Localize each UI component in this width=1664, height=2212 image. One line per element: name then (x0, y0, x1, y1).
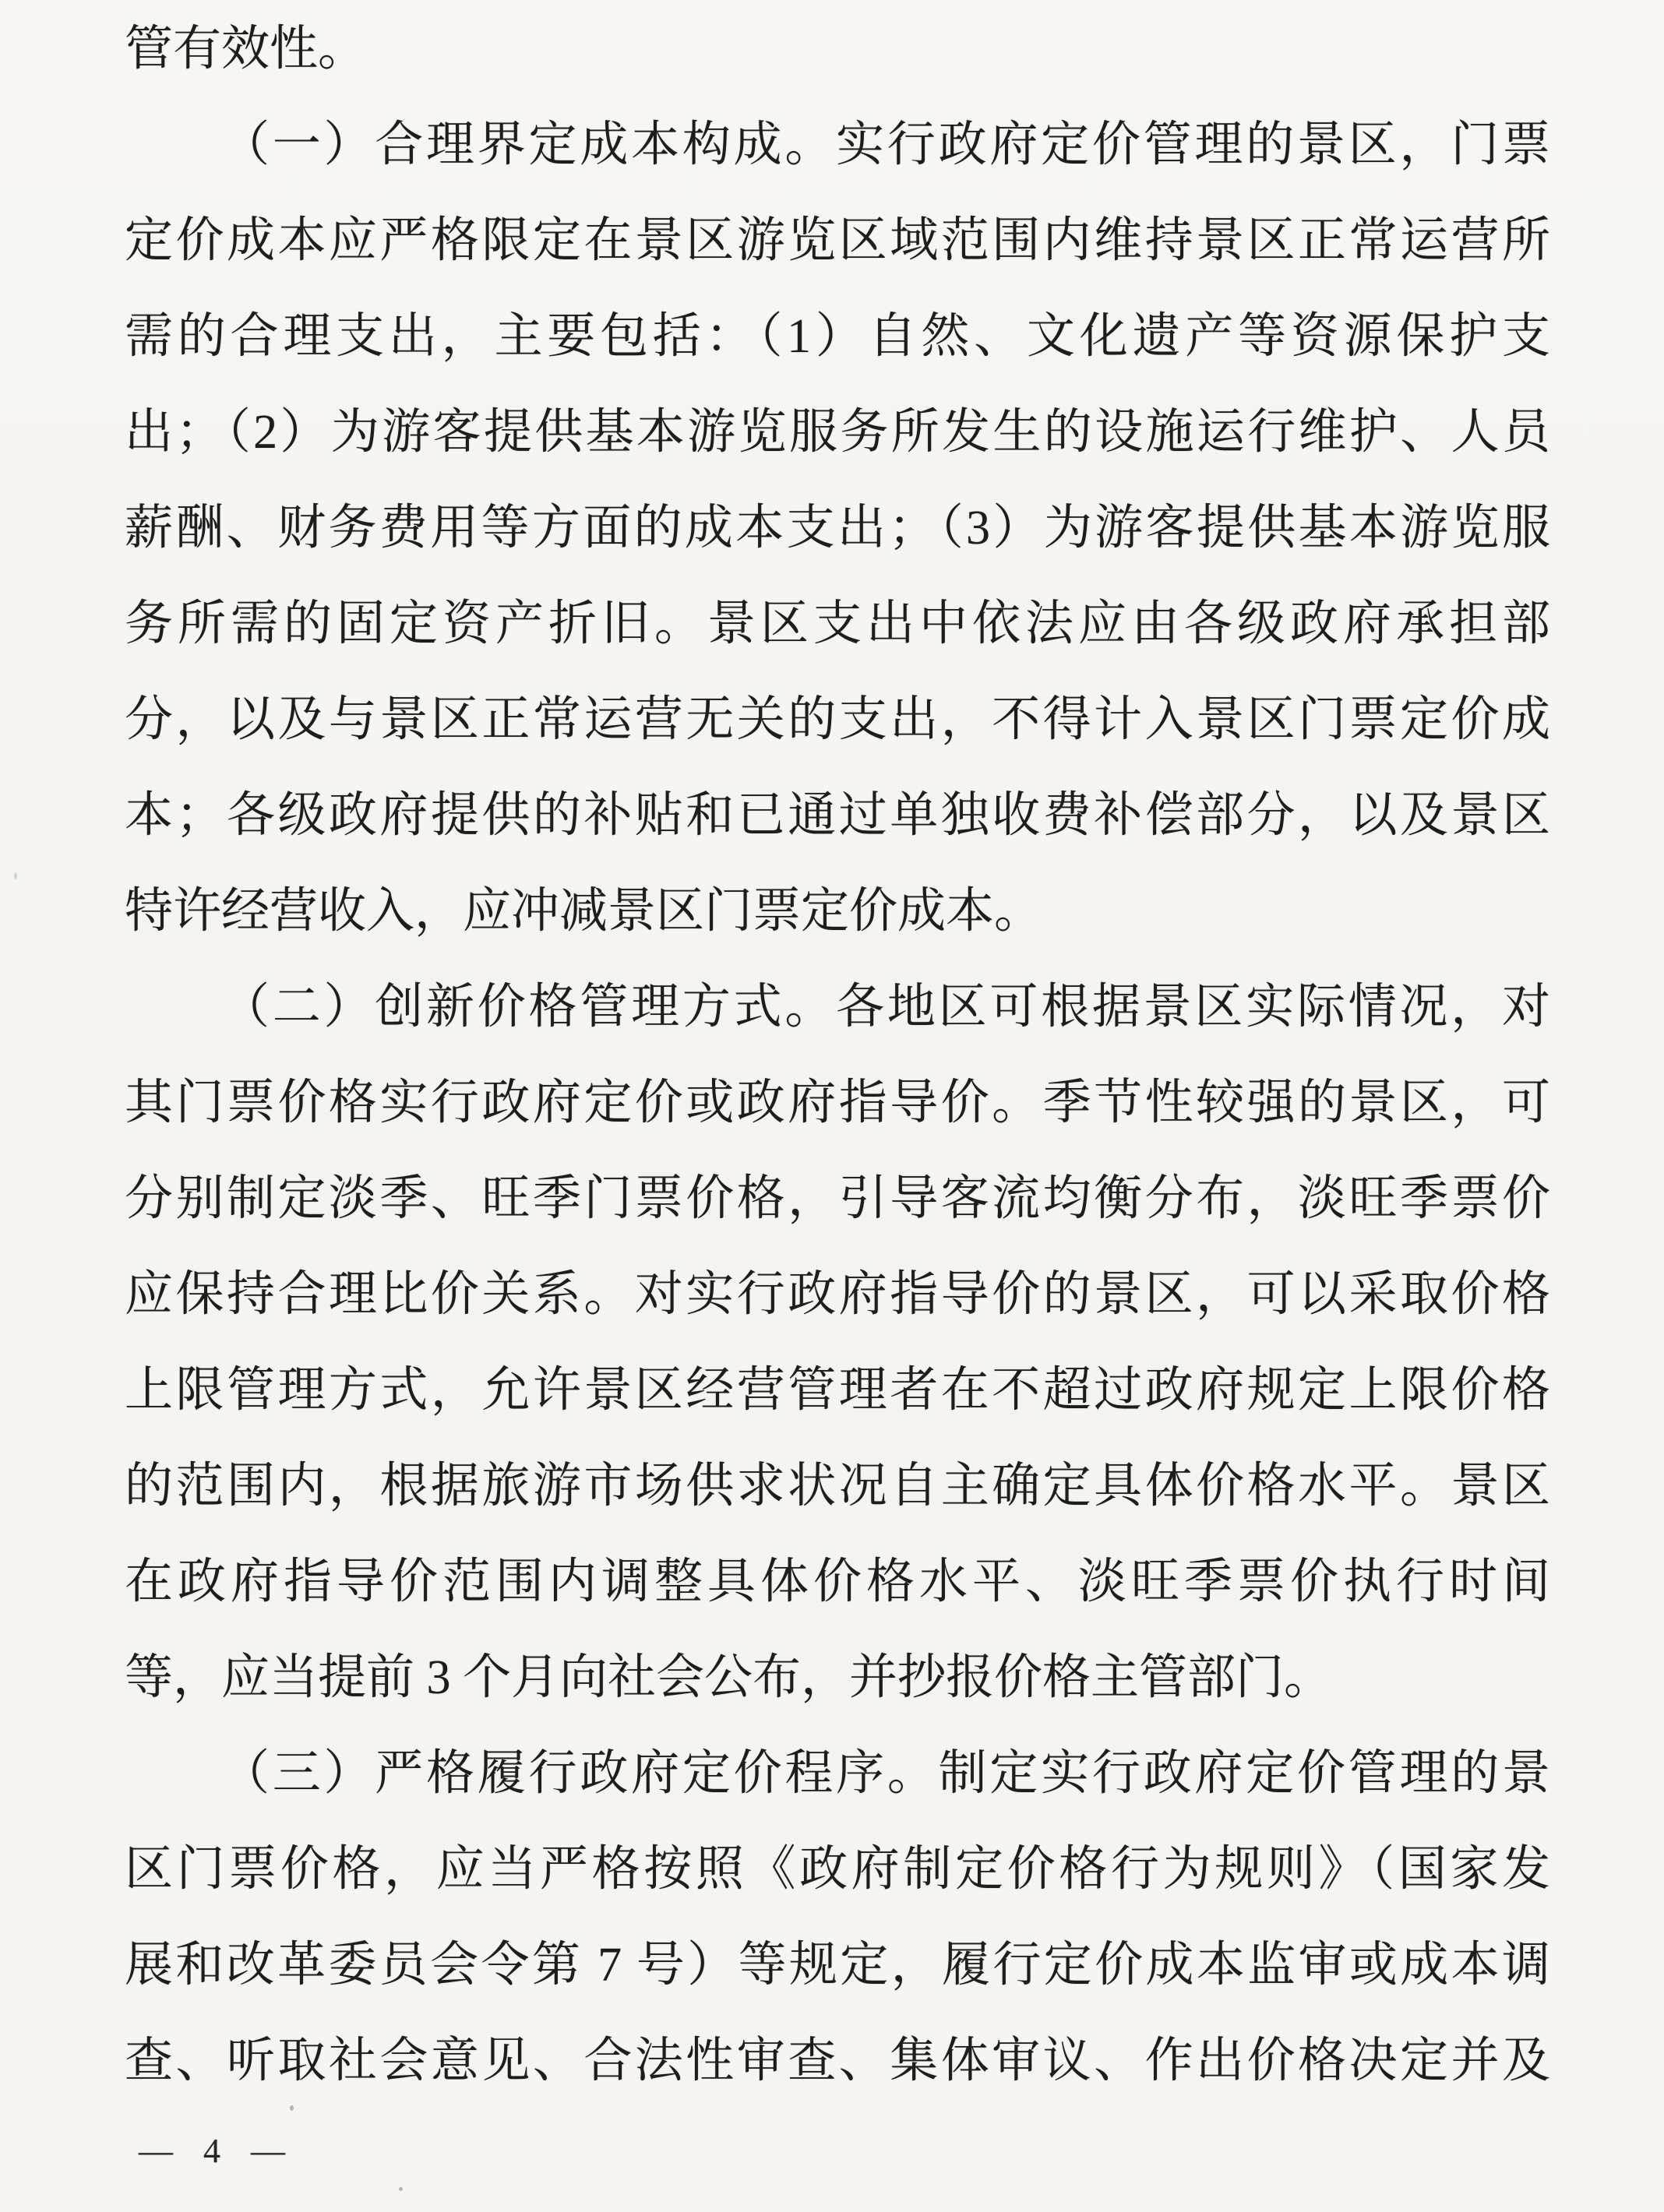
document-body (125, 2, 1550, 2109)
text-line: 在政府指导价范围内调整具体价格水平、淡旺季票价执行时间 (125, 1555, 1550, 1608)
text-line: 应保持合理比价关系。对实行政府指导价的景区，可以采取价格 (125, 1268, 1550, 1321)
scan-speck (14, 872, 17, 879)
text-line: 上限管理方式，允许景区经营管理者在不超过政府规定上限价格 (125, 1364, 1550, 1417)
text-line: 展和改革委员会令第 7 号）等规定，履行定价成本监审或成本调 (125, 1939, 1550, 1992)
text-line: 定价成本应严格限定在景区游览区域范围内维持景区正常运营所 (125, 214, 1550, 267)
text-line: （三）严格履行政府定价程序。制定实行政府定价管理的景 (221, 1747, 1550, 1800)
text-line: 特许经营收入，应冲减景区门票定价成本。 (125, 885, 1043, 938)
page-number: — 4 — (139, 2132, 296, 2170)
text-line: 分别制定淡季、旺季门票价格，引导客流均衡分布，淡旺季票价 (125, 1172, 1550, 1225)
text-line: 需的合理支出，主要包括：（1）自然、文化遗产等资源保护支 (125, 310, 1550, 363)
text-line: 务所需的固定资产折旧。景区支出中依法应由各级政府承担部 (125, 597, 1550, 650)
text-line: 本；各级政府提供的补贴和已通过单独收费补偿部分，以及景区 (125, 789, 1550, 842)
text-line: （二）创新价格管理方式。各地区可根据景区实际情况，对 (221, 981, 1550, 1034)
text-line: 薪酬、财务费用等方面的成本支出；（3）为游客提供基本游览服 (125, 502, 1550, 555)
text-line: 区门票价格，应当严格按照《政府制定价格行为规则》（国家发 (125, 1843, 1550, 1896)
scan-speck (290, 2105, 294, 2111)
text-line: 其门票价格实行政府定价或政府指导价。季节性较强的景区，可 (125, 1076, 1550, 1129)
text-line: 查、听取社会意见、合法性审查、集体审议、作出价格决定并及 (125, 2034, 1550, 2087)
scan-speck (399, 2187, 403, 2191)
text-line: 的范围内，根据旅游市场供求状况自主确定具体价格水平。景区 (125, 1460, 1550, 1513)
text-line: 管有效性。 (125, 23, 367, 76)
text-line: 分，以及与景区正常运营无关的支出，不得计入景区门票定价成 (125, 693, 1550, 746)
text-line: （一）合理界定成本构成。实行政府定价管理的景区，门票 (221, 118, 1550, 171)
text-line: 出；（2）为游客提供基本游览服务所发生的设施运行维护、人员 (125, 406, 1550, 459)
text-line: 等，应当提前 3 个月向社会公布，并抄报价格主管部门。 (125, 1651, 1333, 1704)
